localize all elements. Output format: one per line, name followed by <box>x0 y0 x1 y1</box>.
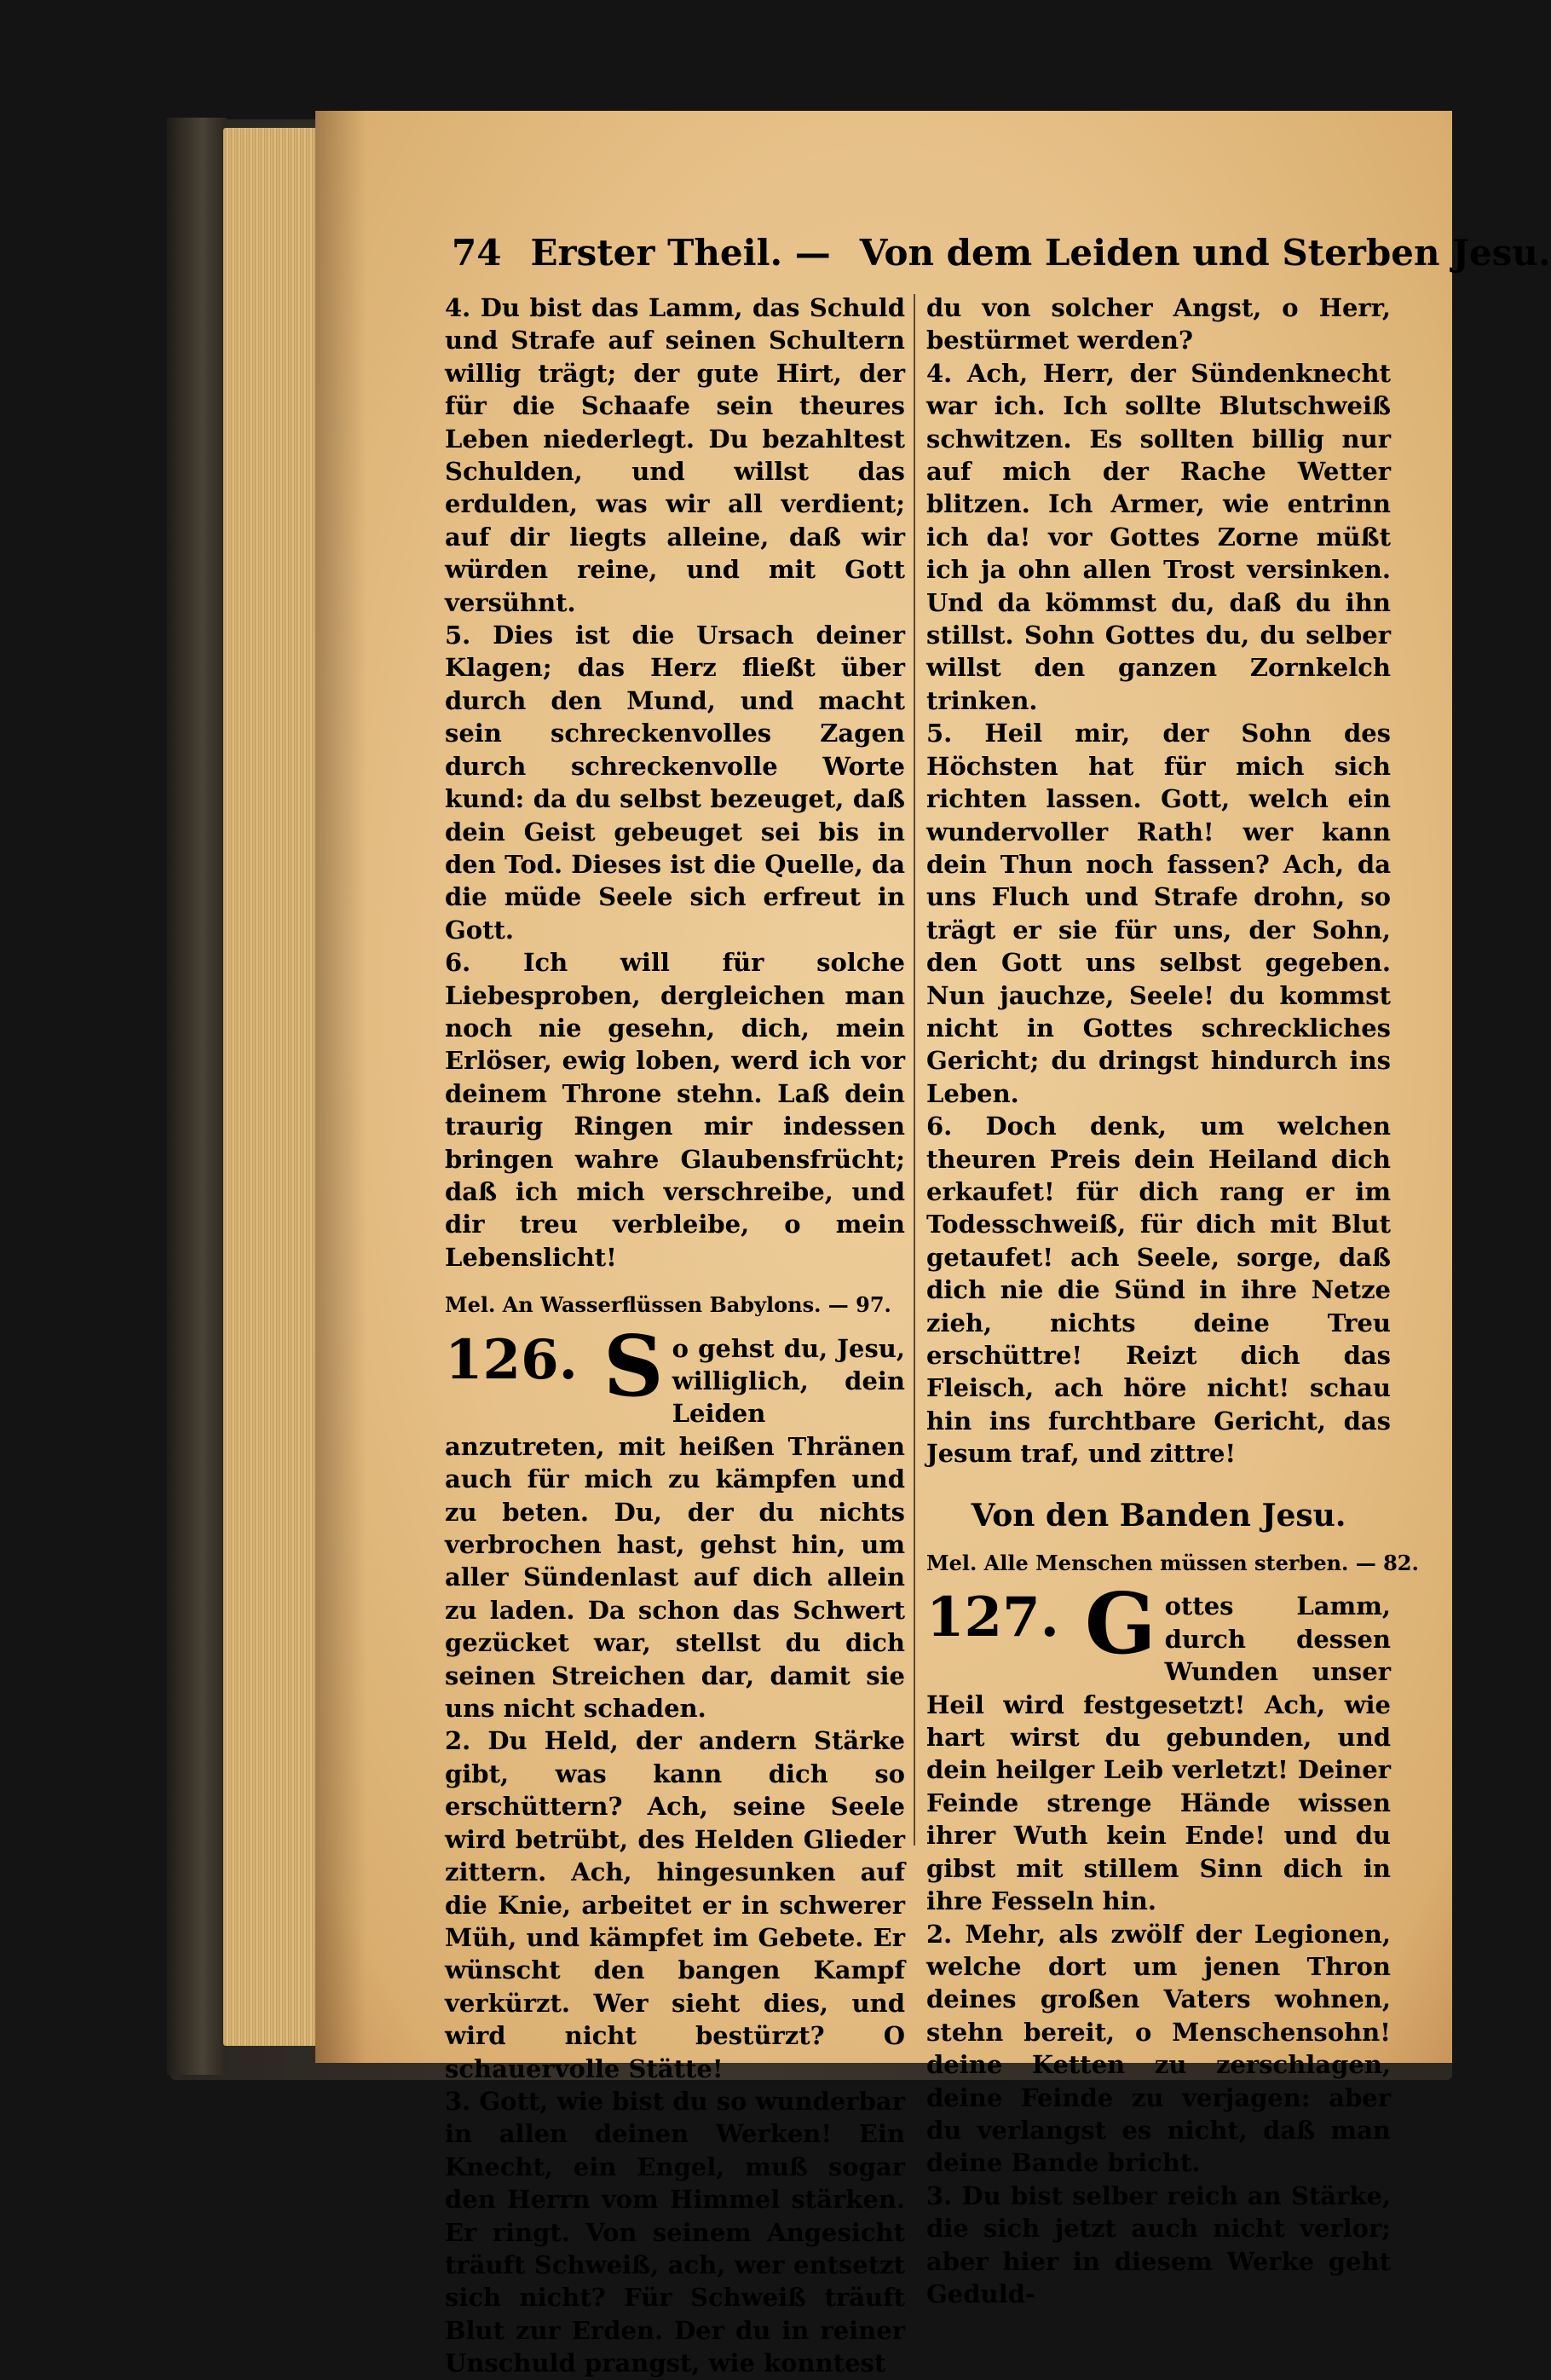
verse-6: 6. Ich will für solche Liebesproben, dergleichen man noch nie gesehn, dich, mein Erlöser, ewig loben, werd ich vor deinem Throne stehn. Laß dein traurig Ringen mir indessen bringen wahre Glaubensfrücht; daß ich mich verschreibe, und dir treu verbleibe, o mein Lebenslicht! <box>445 948 905 1272</box>
header-subject: Von dem Leiden und Sterben Jesu. <box>859 232 1551 274</box>
header-part: Erster Theil. — <box>530 232 831 274</box>
hymn-126-verse-1: o gehst du, Jesu, williglich, dein Leiden anzutreten, mit heißen Thränen auch für mich zu kämpfen und zu beten. Du, der du nichts verbrochen hast, gehst hin, um aller Sündenlast auf dich allein zu laden. Da schon das Schwert gezücket war, stellst du dich seinen Streichen dar, damit sie uns nicht schaden. <box>445 1333 905 1724</box>
book-spine <box>167 118 227 2075</box>
hymn-126-opening <box>445 1317 905 1725</box>
hymn-127-verse-3: 3. Du bist selber reich an Stärke, die sich jetzt auch nicht verlor; aber hier in diesem Werke geht Geduld- <box>926 2181 1391 2308</box>
page-gutter-shadow <box>315 111 366 2063</box>
hymn-127-number: 127. <box>926 1586 1059 1650</box>
hymn-126-verse-3-cont: du von solcher Angst, o Herr, bestürmet werden? <box>926 293 1391 355</box>
page-edges <box>223 128 317 2046</box>
hymn-126-dropcap: S <box>603 1317 664 1416</box>
running-header <box>452 232 1551 274</box>
left-column <box>445 292 905 2380</box>
hymn-126-number: 126. <box>445 1327 578 1392</box>
section-title: Von den Banden Jesu. <box>971 1497 1346 1534</box>
column-divider <box>914 294 915 1846</box>
hymn-127-verse-1: ottes Lamm, durch dessen Wunden unser Heil wird festgesetzt! Ach, wie hart wirst du gebunden, und dein heilger Leib verletzt! Deiner Feinde strenge Hände wissen ihrer Wuth kein Ende! und du gibst mit stillem Sinn dich in ihre Fesseln hin. <box>926 1591 1391 1916</box>
hymn-127-opening <box>926 1575 1391 1917</box>
hymn-127-dropcap: G <box>1084 1575 1156 1674</box>
hymn-126-melody: Mel. An Wasserflüssen Babylons. — 97. <box>445 1292 891 1318</box>
hymn-126-verse-2: 2. Du Held, der andern Stärke gibt, was kann dich so erschüttern? Ach, seine Seele wird betrübt, des Helden Glieder zittern. Ach, hingesunken auf die Knie, arbeitet er in schwerer Müh, und kämpfet im Gebete. Er wünscht den bangen Kampf verkürzt. Wer sieht dies, und wird nicht bestürzt? O schauervolle Stätte! <box>445 1726 905 2083</box>
hymn-126-verse-5: 5. Heil mir, der Sohn des Höchsten hat für mich sich richten lassen. Gott, welch ein wundervoller Rath! wer kann dein Thun noch fassen? Ach, da uns Fluch und Strafe drohn, so trägt er sie für uns, der Sohn, den Gott uns selbst gegeben. Nun jauchze, Seele! du kommst nicht in Gottes schreckliches Gericht; du dringst hindurch ins Leben. <box>926 719 1391 1108</box>
hymn-126-verse-6: 6. Doch denk, um welchen theuren Preis dein Heiland dich erkaufet! für dich rang er im Todesschweiß, für dich mit Blut getaufet! ach Seele, sorge, daß dich nie die Sünd in ihre Netze zieh, nichts deine Treu erschüttre! Reizt dich das Fleisch, ach höre nicht! schau hin ins furchtbare Gericht, das Jesum traf, und zittre! <box>926 1112 1391 1469</box>
hymn-127-melody: Mel. Alle Menschen müssen sterben. — 82. <box>926 1551 1419 1576</box>
verse-5: 5. Dies ist die Ursach deiner Klagen; das Herz fließt über durch den Mund, und macht sein schreckenvolles Zagen durch schreckenvolle Worte kund: da du selbst bezeuget, daß dein Geist gebeuget sei bis in den Tod. Dieses ist die Quelle, da die müde Seele sich erfreut in Gott. <box>445 621 905 944</box>
hymn-126-verse-3: 3. Gott, wie bist du so wunderbar in allen deinen Werken! Ein Knecht, ein Engel, muß sogar den Herrn vom Himmel stärken. Er ringt. Von seinem Angesicht träuft Schweiß, ach, wer entsetzt sich nicht? Für Schweiß träuft Blut zur Erden. Der du in reiner Unschuld prangst, wie konntest <box>445 2086 905 2378</box>
hymn-127-verse-2: 2. Mehr, als zwölf der Legionen, welche dort um jenen Thron deines großen Vaters wohnen, stehn bereit, o Menschensohn! deine Ketten zu zerschlagen, deine Feinde zu verjagen: aber du verlangst es nicht, daß man deine Bande bricht. <box>926 1919 1391 2178</box>
verse-4: 4. Du bist das Lamm, das Schuld und Strafe auf seinen Schultern willig trägt; der gute Hirt, der für die Schaafe sein theures Leben niederlegt. Du bezahltest Schulden, und willst das erdulden, was wir all verdient; auf dir liegts alleine, daß wir würden reine, und mit Gott versühnt. <box>445 293 905 617</box>
right-column <box>926 292 1419 2310</box>
hymn-126-verse-4: 4. Ach, Herr, der Sündenknecht war ich. Ich sollte Blutschweiß schwitzen. Es sollten billig nur auf mich der Rache Wetter blitzen. Ich Armer, wie entrinn ich da! vor Gottes Zorne müßt ich ja ohn allen Trost versinken. Und da kömmst du, daß du ihn stillst. Sohn Gottes du, du selber willst den ganzen Zornkelch trinken. <box>926 358 1391 715</box>
page-number: 74 <box>452 232 502 274</box>
